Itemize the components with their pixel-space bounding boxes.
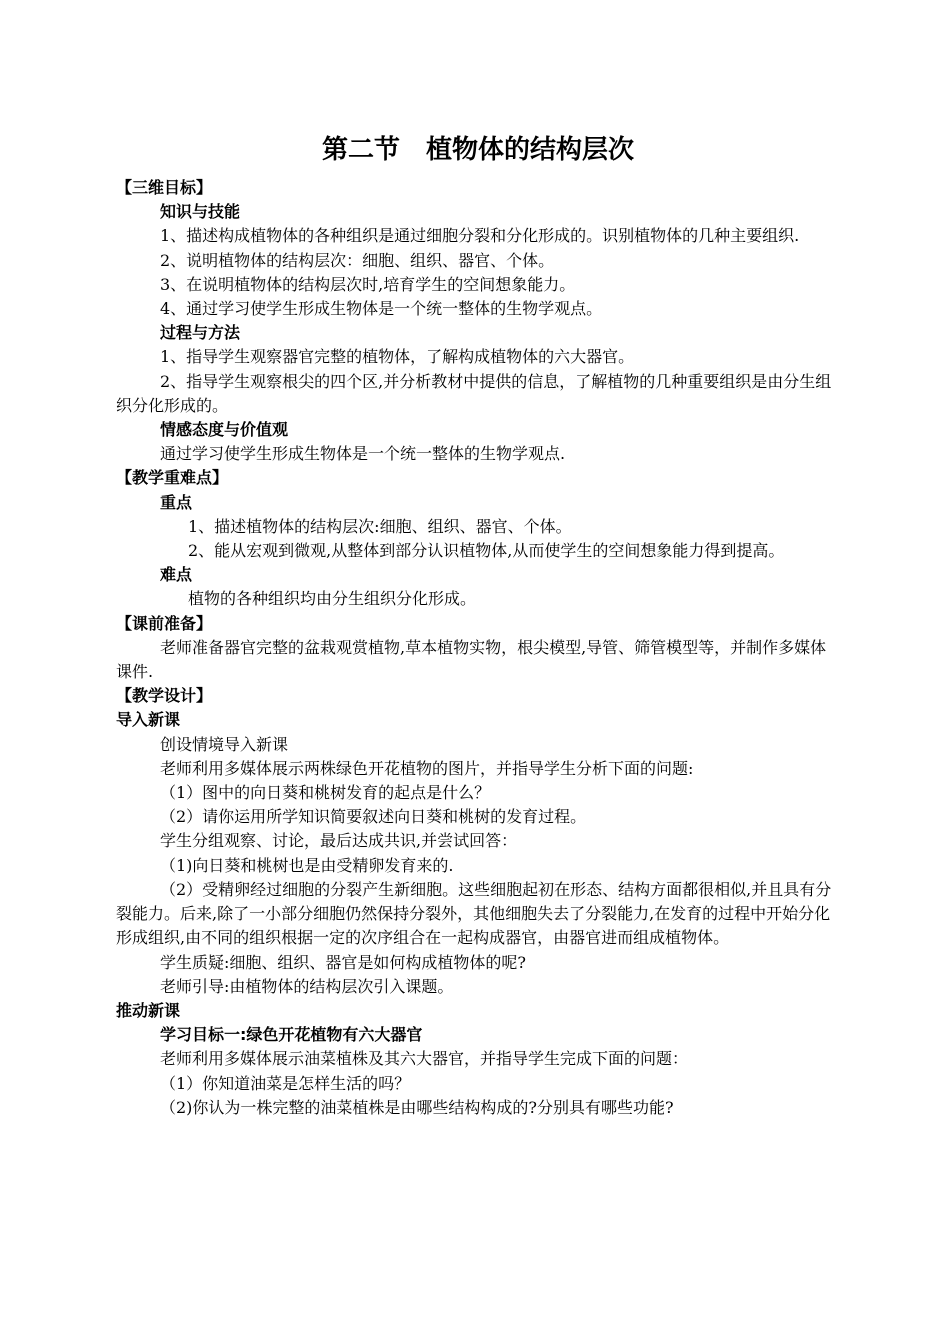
- paragraph: 老师利用多媒体展示油菜植株及其六大器官，并指导学生完成下面的问题：: [160, 1049, 689, 1069]
- section-heading: 【课前准备】: [116, 613, 213, 633]
- subsection-heading: 情感态度与价值观: [160, 420, 289, 440]
- subsection-heading: 重点: [160, 492, 193, 512]
- answer-item: （1)向日葵和桃树也是由受精卵发育来的.: [160, 855, 454, 875]
- paragraph: 学生分组观察、讨论，最后达成共识,并尝试回答：: [160, 831, 518, 851]
- paragraph: 通过学习使学生形成生物体是一个统一整体的生物学观点.: [160, 444, 566, 464]
- question-item: （1）图中的向日葵和桃树发育的起点是什么？: [160, 783, 491, 803]
- subsection-heading: 难点: [160, 565, 193, 585]
- section-heading: 【教学重难点】: [116, 468, 229, 488]
- paragraph: 老师引导:由植物体的结构层次引入课题。: [160, 976, 454, 996]
- paragraph: 4、通过学习使学生形成生物体是一个统一整体的生物学观点。: [160, 299, 603, 319]
- section-heading: 导入新课: [116, 710, 181, 730]
- paragraph: 2、说明植物体的结构层次：细胞、组织、器官、个体。: [160, 250, 555, 270]
- list-item: 2、能从宏观到微观,从整体到部分认识植物体,从而使学生的空间想象能力得到提高。: [188, 541, 785, 561]
- question-item: （2)你认为一株完整的油菜植株是由哪些结构构成的?分别具有哪些功能?: [160, 1097, 674, 1117]
- paragraph: 3、在说明植物体的结构层次时,培育学生的空间想象能力。: [160, 274, 576, 294]
- subsection-heading: 知识与技能: [160, 202, 241, 222]
- section-heading: 推动新课: [116, 1000, 181, 1020]
- list-item: 1、描述植物体的结构层次:细胞、组织、器官、个体。: [188, 516, 572, 536]
- subsection-heading: 过程与方法: [160, 323, 241, 343]
- section-heading: 【教学设计】: [116, 686, 213, 706]
- paragraph: 植物的各种组织均由分生组织分化形成。: [188, 589, 477, 609]
- paragraph: 创设情境导入新课: [160, 734, 289, 754]
- paragraph: 老师准备器官完整的盆栽观赏植物,草本植物实物，根尖模型,导管、筛管模型等，并制作多媒体课件.: [116, 637, 827, 682]
- paragraph: 1、指导学生观察器官完整的植物体，了解构成植物体的六大器官。: [160, 347, 635, 367]
- paragraph: 老师利用多媒体展示两株绿色开花植物的图片，并指导学生分析下面的问题:: [160, 758, 694, 778]
- subsection-heading: 学习目标一:绿色开花植物有六大器官: [160, 1025, 423, 1045]
- paragraph: 2、指导学生观察根尖的四个区,并分析教材中提供的信息，了解植物的几种重要组织是由分生组织分化形成的。: [116, 371, 832, 415]
- page-title: 第二节 植物体的结构层次: [321, 135, 634, 165]
- paragraph: （2）受精卵经过细胞的分裂产生新细胞。这些细胞起初在形态、结构方面都很相似,并且具有分裂能力。后来,除了一小部分细胞仍然保持分裂外，其他细胞失去了分裂能力,在发育的过程中开始分化形成组织,由不同的组织根据一定的次序组合在一起构成器官，由器官进而组成植物体。: [116, 879, 832, 948]
- question-item: （2）请你运用所学知识简要叙述向日葵和桃树的发育过程。: [160, 807, 587, 827]
- section-heading: 【三维目标】: [116, 178, 213, 197]
- question-item: （1）你知道油菜是怎样生活的吗？: [160, 1073, 411, 1093]
- paragraph: 学生质疑:细胞、组织、器官是如何构成植物体的呢?: [160, 952, 526, 972]
- paragraph: 1、描述构成植物体的各种组织是通过细胞分裂和分化形成的。识别植物体的几种主要组织.: [160, 226, 800, 246]
